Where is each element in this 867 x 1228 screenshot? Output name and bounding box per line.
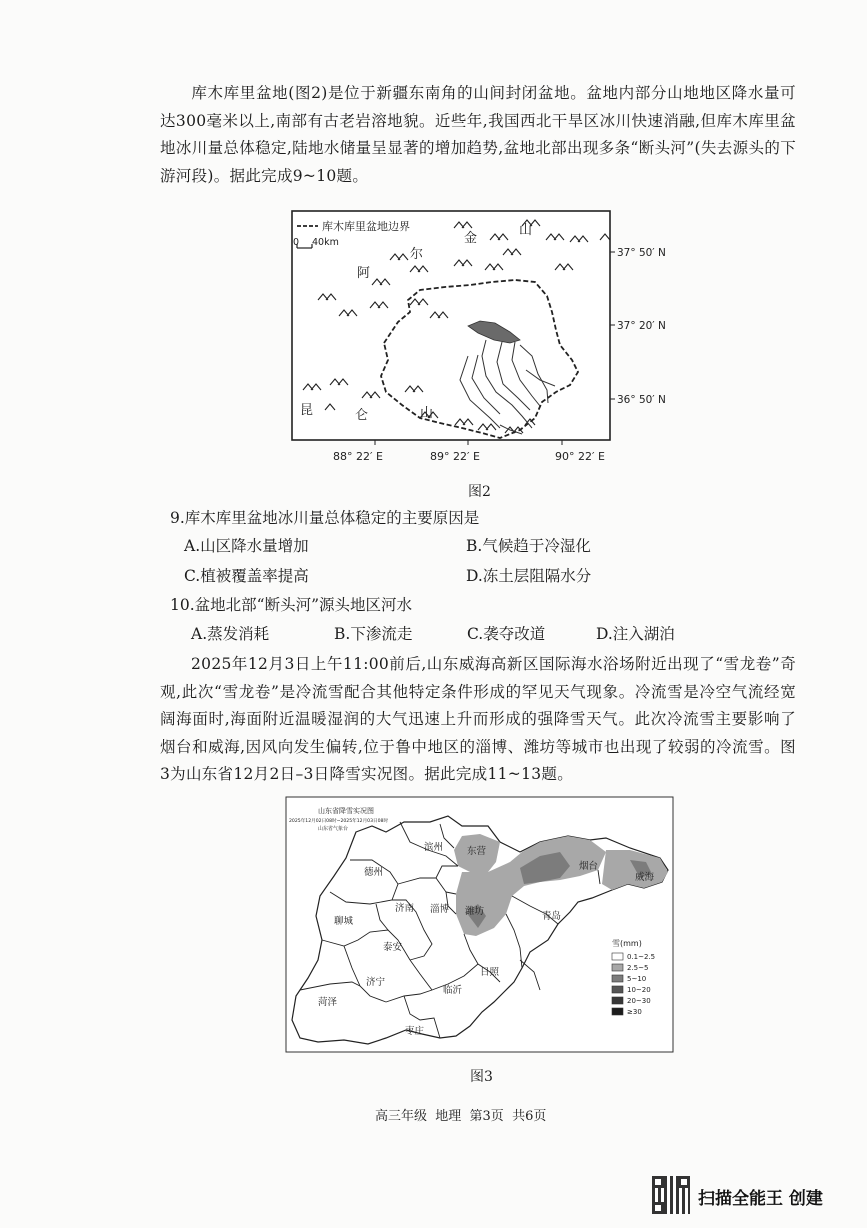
lat-label-3: 36° 50′ N [617,394,666,406]
scanner-watermark: 扫描全能王 创建 [698,1189,823,1209]
legend-label-2: 2.5~5 [627,964,649,972]
city-label-weihai: 威海 [635,872,655,883]
q10-option-d: D.注入湖泊 [596,625,675,643]
q10-option-c: C.袭夺改道 [467,625,546,643]
mountain-char-shan-s: 山 [420,406,434,421]
legend-label-3: 5~10 [627,975,647,983]
map-title: 山东省降雪实况图 [318,807,374,815]
city-label-rizhao: 日照 [480,967,500,978]
city-label-liaocheng: 聊城 [334,916,354,927]
q10-option-b: B.下渗流走 [334,625,413,643]
city-label-zaozhuang: 枣庄 [405,1026,425,1037]
page-footer: 高三年级 地理 第3页 共6页 [375,1109,547,1124]
lon-label-3: 90° 22′ E [555,450,605,463]
city-label-yantai: 烟台 [579,861,599,872]
figure-3-map [280,794,680,1056]
scanner-qr-code [652,1176,690,1214]
city-label-binzhou: 滨州 [424,842,444,853]
q10-stem: 10.盆地北部“断头河”源头地区河水 [170,596,412,614]
q9-option-b: B.气候趋于冷湿化 [466,537,591,555]
lon-label-2: 89° 22′ E [430,450,480,463]
figure-3-caption: 图3 [470,1069,493,1085]
city-label-heze: 菏泽 [318,997,338,1008]
legend-label-6: ≥30 [627,1008,642,1016]
snow-legend-title: 雪(mm) [612,939,642,948]
legend-label-1: 0.1~2.5 [627,953,656,961]
city-label-dezhou: 德州 [364,867,384,878]
scale-label: 40km [312,237,339,248]
lon-label-1: 88° 22′ E [333,450,383,463]
city-label-qingdao: 青岛 [542,911,562,922]
mountain-char-lun: 仑 [355,408,369,423]
city-label-jining: 济宁 [366,977,386,988]
q9-option-a: A.山区降水量增加 [184,537,309,555]
mountain-char-kun: 昆 [300,403,314,418]
lat-label-2: 37° 20′ N [617,320,666,332]
legend-label-5: 20~30 [627,997,651,1005]
city-label-weifang: 潍坊 [465,906,485,917]
passage-2: 2025年12月3日上午11:00前后,山东威海高新区国际海水浴场附近出现了“雪龙卷”奇观,此次“雪龙卷”是冷流雪配合其他特定条件形成的罕见天气现象。冷流雪是冷空气流经宽阔海面时,海面附近温暖湿润的大气迅速上升而形成的强降雪天气。此次冷流雪主要影响了烟台和威海,因风向发生偏转,位于鲁中地区的淄博、潍坊等城市也出现了较弱的冷流雪。图3为山东省12月2日–3日降雪实况图。据此完成11~13题。 [160,655,796,783]
map-subtitle: 2025年12月02日08时~2025年12月03日08时 [289,819,389,824]
q9-option-c: C.植被覆盖率提高 [184,567,309,585]
q9-option-d: D.冻土层阻隔水分 [466,567,592,585]
lat-label-1: 37° 50′ N [617,247,666,259]
city-label-taian: 泰安 [383,942,403,953]
legend-label-4: 10~20 [627,986,651,994]
figure-2-map [270,205,670,480]
mountain-char-jin: 金 [464,231,478,246]
q10-option-a: A.蒸发消耗 [191,625,270,643]
passage-1: 库木库里盆地(图2)是位于新疆东南角的山间封闭盆地。盆地内部分山地地区降水量可达300毫米以上,南部有古老岩溶地貌。近些年,我国西北干旱区冰川快速消融,但库木库里盆地冰川量总体稳定,陆地水储量呈显著的增加趋势,盆地北部出现多条“断头河”(失去源头的下游河段)。据此完成9~10题。 [160,84,796,185]
city-label-linyi: 临沂 [443,985,463,996]
city-label-jinan: 济南 [395,903,415,914]
city-label-zibo: 淄博 [430,904,450,915]
mountain-char-er: 尔 [410,247,424,262]
legend-boundary-label: 库木库里盆地边界 [322,220,410,233]
q9-stem: 9.库木库里盆地冰川量总体稳定的主要原因是 [170,509,480,527]
map-source: 山东省气象台 [318,826,349,832]
scale-zero: 0 [293,237,300,248]
mountain-char-a: 阿 [357,266,371,281]
city-label-dongying: 东营 [467,846,487,857]
mountain-char-shan-n: 山 [519,223,533,238]
figure-2-caption: 图2 [468,484,491,500]
